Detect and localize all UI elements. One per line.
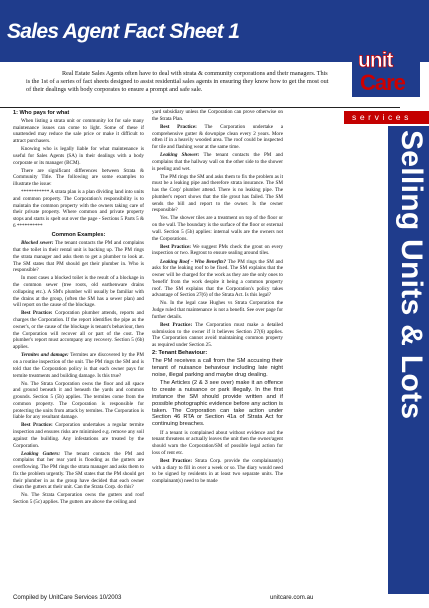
footer-credit: Compiled by UnitCare Services 10/2003 [13, 594, 122, 601]
logo-word-care: Care [360, 70, 405, 95]
column-left [13, 109, 144, 587]
page-title: Sales Agent Fact Sheet 1 [7, 20, 240, 43]
paragraph: Best Practice: Corporation undertakes a regular termite inspection and ensures risks are minimised e.g. remove any soil against the building. Any infestations are treated by the Corporation. [13, 422, 144, 449]
unitcare-logo [339, 49, 429, 109]
paragraph: Termites and damage: Termites are discovered by the PM on a routine inspection of the unit. The PM rings the SM and is told that the Corporation policy is that each owner pays for termite treatments and building damage. Is this true? [13, 352, 144, 379]
logo-word-unit: unit [358, 49, 393, 72]
services-band: services [344, 111, 429, 124]
paragraph: If a tenant is complained about without evidence and the tenant threatens or actually leaves the unit then the owner/agent should warn the Corporation/SM of possible legal action for loss of rent etc. [152, 429, 283, 456]
paragraph: *********** A strata plan is a plan dividing land into units and common property. The Corporation's responsibility is to maintain the common property with the owners taking care of their private property. Where common and private property stops and starts is spelt out over the page - Sections 5 Parts 5 & 6 ********** [13, 189, 144, 229]
paragraph: Best Practice: We suggest PMs check the grout on every inspection or two. Regrout to ensure sealing around tiles. [152, 243, 283, 257]
paragraph: Knowing who is legally liable for what maintenance is useful for Sales Agents (SA) in their dealings with a body corporate or its manager (BCM). [13, 146, 144, 166]
paragraph: Leaking Roof - Who Benefits? The PM rings the SM and asks for the leaking roof to be fixed. The SM explains that the owner will be charged for the work as they are the only ones to 'benefit' from the work despite it being a common property roof. The SM explains that the Corporation's policy takes advantage of Section 27(6) of the Strata Act. Is this legal? [152, 258, 283, 299]
paragraph: Best Practice: Corporation plumber attends, reports and charges the Corporation. If the report identifies the pipe as the owner's, or the cause of the blockage is tenant's behaviour, then the Corporation will recover all or part of the cost. The plumber's report must accompany any recovery. Section 5 (6b) applies. [13, 310, 144, 351]
footer-url: unitcare.com.au [270, 594, 314, 601]
paragraph: Best Practice: Strata Corp. provide the complainant(s) with a diary to fill in over a week or so. The diary would need to be signed by residents in at least two separate units. The complainant(s) need to be made [152, 457, 283, 485]
intro-paragraph: Real Estate Sales Agents often have to deal with strata & community corporations and their managers. This is the 1st of a series of fact sheets designed to assist residential sales agents in ensuring they know how to get the most out of their dealings with body corporates to ensure a prompt and safe sale. [26, 70, 329, 93]
paragraph: yard subsidiary unless the Corporation can prove otherwise on the Strata Plan. [152, 109, 283, 122]
paragraph: The PM rings the SM and asks them to fix the problem as it must be a leaking pipe and therefore strata insurance. The SM has the Corp' plumber attend. There is no leaking pipe. The plumber's report shows that the tile grout has failed. The SM sends the bill and report to the owner. Is the owner responsible? [152, 173, 283, 214]
paragraph: Blocked sewer: The tenant contacts the PM and complains that the toilet in their rental unit is backing up. The PM rings the strata manager and asks them to get a plumber to look at. The SM states that PM should get their plumber in. Who is responsible? [13, 240, 144, 274]
paragraph: Leaking Shower: The tenant contacts the PM and complains that the hallway wall on the other side to the shower is peeling and wet. [152, 152, 283, 172]
section-heading: 1: Who pays for what [13, 110, 70, 116]
paragraph: In most cases a blocked toilet is the result of a blockage in the common sewer (tree roots, old earthenware drains collapsing etc.). A SM's plumber will usually be familiar with the drains at the group, (often the SM has a sewer plan) and will report on the cause of the blockage. [13, 275, 144, 309]
subheading: Common Examples: [51, 231, 106, 238]
paragraph: Best Practice: The Corporation undertake a comprehensive gutter & downpipe clean every 2 years. More often if in a heavily wooded area. The roof could be inspected for tile and flashing wear at the same time. [152, 123, 283, 151]
column-middle [152, 109, 283, 587]
paragraph: Leaking Gutters: The tenant contacts the PM and complains that her rear yard is flooding as the gutters are overflowing. The PM rings the strata manager and asks them to fix the problem urgently. The SM states that the PM should get their plumber in as the group have decided that each owner clean the gutters at their unit. Can the Strata Corp. do this? [13, 450, 144, 491]
paragraph: Yes. The shower tiles are a treatment on top of the floor or on the wall. The boundary is the surface of the floor or external wall. Section 5 (5b) applies: internal walls are the owners not the Corporations. [152, 215, 283, 242]
paragraph: Best Practice: The Corporation must make a detailed submission to the owner if it believes Section 27(6) applies. The Corporation cannot avoid maintaining common property as required under Section 25. [152, 321, 283, 349]
paragraph: The PM receives a call from the SM accusing their tenant of nuisance behaviour including late night noise, illegal parking and maybe drug dealing. [152, 357, 283, 378]
vertical-sidebar [388, 126, 429, 594]
sidebar-title: Selling Units & Lots [395, 130, 428, 420]
paragraph: The Articles (2 & 3 see over) make it an offence to create a nuisance or park illegally. In the first instance the SM should provide written and if possible photographic evidence before any action is taken. The Corporation can take action under Section 46 RTA or Section 41a of Strata Act for continuing breaches. [152, 379, 283, 428]
paragraph: There are significant differences between Strata & Community Title. The following are some examples to illustrate the issue: [13, 167, 144, 188]
paragraph: When listing a strata unit or community lot for sale many maintenance issues can come to light. Some of these if unattended may reduce the sale price or make it difficult to attract purchasers. [13, 117, 144, 144]
paragraph: No. The Strata Corporation owns the floor and all space and ground beneath it and beneath the yards and common grounds. Section 5 (5b) applies. The termites come from the common property. The Corporation is responsible for protecting the units from attack by termites. The Corporation is liable for any resultant damage. [13, 380, 144, 421]
section-heading: 2: Tenant Behaviour: [152, 350, 208, 357]
paragraph: No. The Strata Corporation owns the gutters and roof Section 5 (5c) applies. The gutters are above the ceiling and [13, 492, 144, 506]
paragraph: No. In the legal case Hughes vs Strata Corporation the Judge ruled that maintenance is not a benefit. See over page for further details. [152, 300, 283, 320]
